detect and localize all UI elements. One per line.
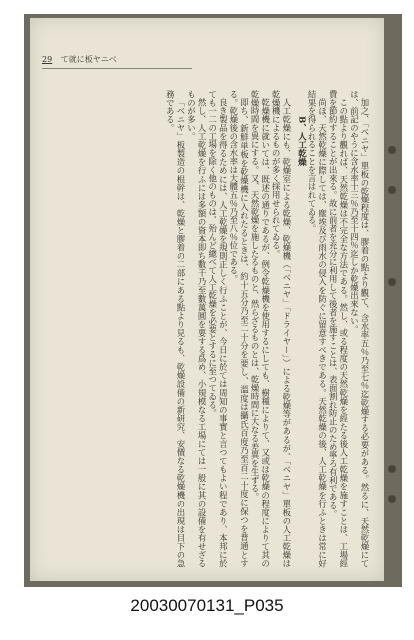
paragraph: 人工乾燥にも、乾燥室による乾燥、乾燥機（「ベニヤ」「ドライヤー」）による乾燥等があるが、「ベニヤ」單板の人工乾燥は乾燥機によるものが多く採用せられてゐる。 xyxy=(271,90,292,568)
paragraph: 尚ほ、天然乾燥に際しては、塵埃及び雨水の侵入を防ぐに留意すべきである。天然乾燥の後、人工乾燥を行ふときは常に好結果を得られることを言はれてゐる。 xyxy=(307,90,328,568)
paragraph: 即ち、新鮮単板を乾燥機に入れたるときは、約十五分乃至二十分を要し、溫度は攝氏百度乃至百二十度に保つを普通とする。乾燥後の含水率は大體五％乃至八％位である。 xyxy=(228,90,250,568)
binding-hole xyxy=(388,495,396,503)
paragraph: 「ベニヤ」板製造の根幹は、乾燥と膠着の二部にある點より見るも、乾燥設備の新研究、安價なる乾燥機の出現は目下の急務である。 xyxy=(165,90,186,568)
paragraph: この點より觀れば、天然乾燥は不完全な方法である。然し、或る程度の天然乾燥を經たる後人工乾燥を施すことは、工場經費を節約することが出來る。故に前者を充分に利用して後者を施すことは、表面割れ防止のため寧ろ有利である。 xyxy=(328,90,349,568)
paragraph: 良き製品を得るためには、人工乾燥を規則正しく行ふことが、今日に於ては周知の事實と言つてもよい程であり、本邦に於ても一二の工場を除く他のものは、殆んど總べて人工乾燥を必要とするに至つてゐる。 xyxy=(207,90,229,568)
running-header xyxy=(42,54,192,69)
paragraph: 加之、「ベニヤ」單板の乾燥程度は、膠着の點より觀て、含水率五％乃至七％迄乾燥する必要がある。然るに、天然乾燥にては、前記のやうに含水率十三％乃至十四％迄しか乾燥出來ない。 xyxy=(349,90,370,568)
binding-hole xyxy=(388,465,396,473)
binding-hole xyxy=(388,186,396,194)
section-heading: B、人工乾燥 xyxy=(296,115,307,167)
page-number: 29 xyxy=(42,55,53,64)
body-text xyxy=(44,90,370,568)
image-caption: 20030070131_P035 xyxy=(130,596,284,615)
binding-hole xyxy=(388,146,396,154)
document-page xyxy=(30,18,384,581)
paragraph: 然し、人工乾燥を行ふには多額の資本即ち數千乃至數萬圓を要する爲め、小規模なる工場にては一般に其の設備を有せざるものが多い。 xyxy=(186,90,208,568)
binding-hole xyxy=(388,278,396,286)
header-title: て就に板ヤニベ xyxy=(60,55,117,64)
paragraph: 乾燥機に就いては、既述の通りであるが、例令乾燥機を使用するにしても、樹種によりて、又或は乾燥の程度によりて其の乾燥時間を異にする。又、天然乾燥を施したるものと、然らざるものとは、乾燥時間に大なる差異を生ずる。 xyxy=(250,90,271,568)
